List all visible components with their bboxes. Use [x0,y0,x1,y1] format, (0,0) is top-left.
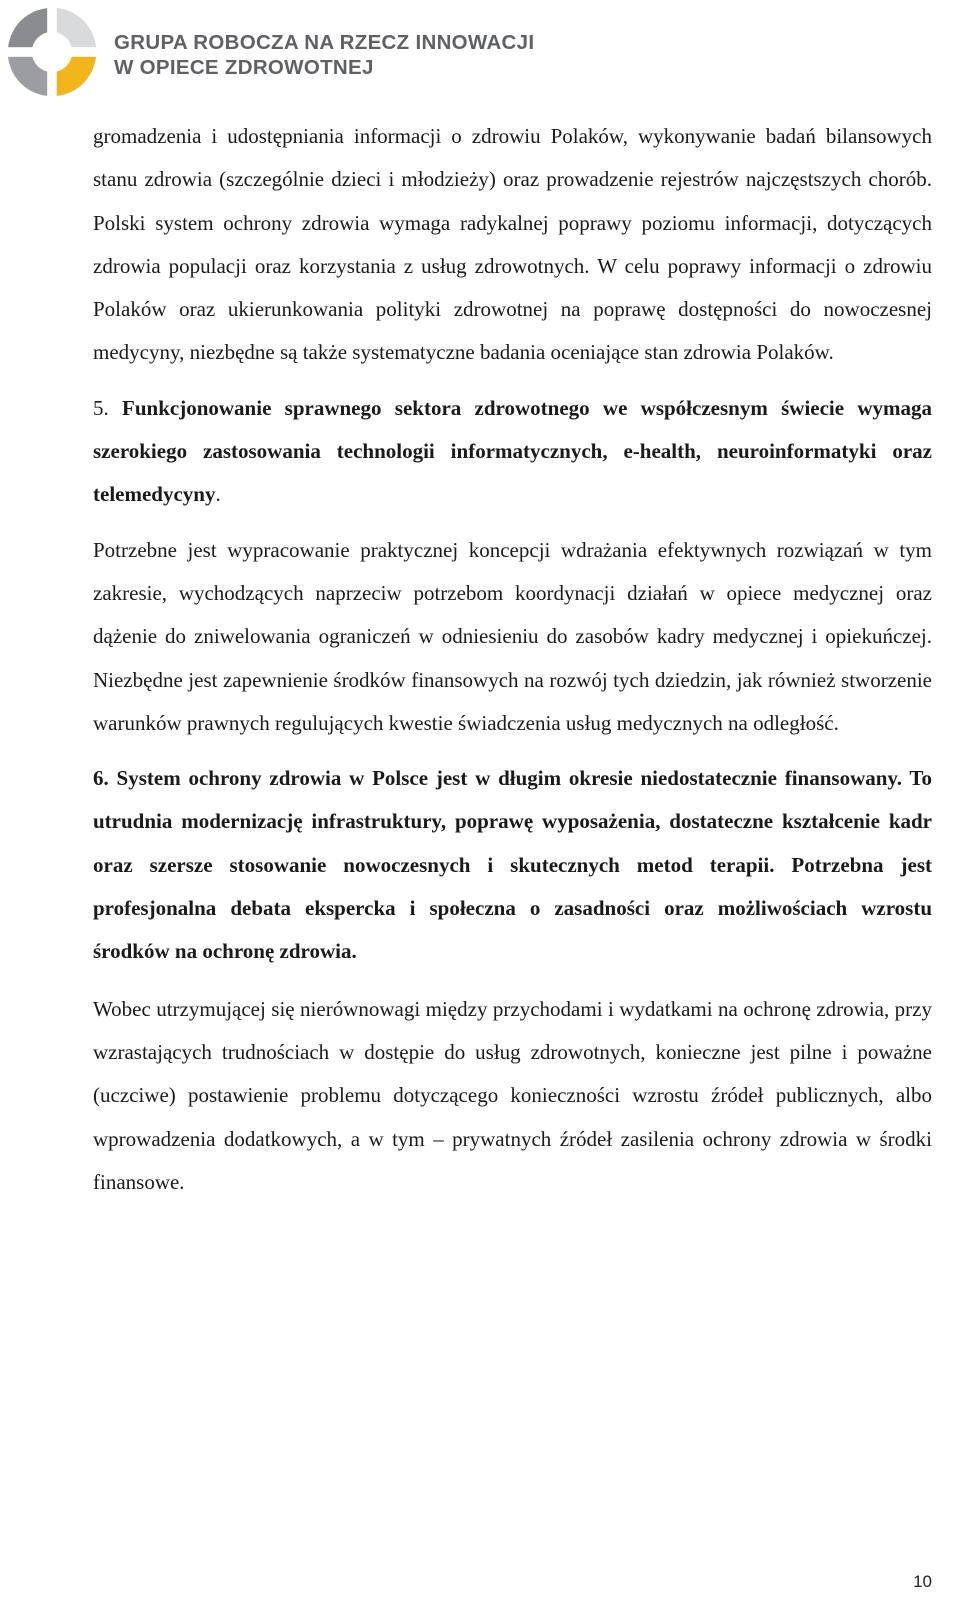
paragraph-5-number: 5. [93,395,123,420]
paragraph-5-bold: Funkcjonowanie sprawnego sektora zdrowotnego we współczesnym świecie wymaga szerokiego zastosowania technologii informatycznych, e-health, neuroinformatyki oraz telemedycyny [93,395,933,507]
paragraph-3: Potrzebne jest wypracowanie praktycznej koncepcji wdrażania efektywnych rozwiązań w tym zakresie, wychodzących naprzeciw potrzebom koordynacji działań w opiece medycznej oraz dążenie do zniwelowania ograniczeń w odniesieniu do zasobów kadry medycznej i opiekuńczej. Niezbędne jest zapewnienie środków finansowych na rozwój tych dziedzin, jak również stworzenie warunków prawnych regulujących kwestie świadczenia usług medycznych na odległość. [93,537,932,735]
logo-line-1: GRUPA ROBOCZA NA RZECZ INNOWACJI [114,31,535,54]
logo-wordmark [114,30,534,80]
document-body [93,115,932,1204]
page-header [4,4,604,100]
paragraph-6: 6. System ochrony zdrowia w Polsce jest w długim okresie niedostatecznie finansowany. To utrudnia modernizację infrastruktury, poprawę wyposażenia, dostateczne kształcenie kadr oraz szersze stosowanie nowoczesnych i skutecznych metod terapii. Potrzebna jest profesjonalna debata ekspercka i społeczna o zasadności oraz możliwościach wzrostu środków na ochronę zdrowia. [93,766,932,964]
paragraph-1: gromadzenia i udostępniania informacji o zdrowiu Polaków, wykonywanie badań bilansowych stanu zdrowia (szczególnie dzieci i młodzieży) oraz prowadzenie rejestrów najczęstszych chorób. Polski system ochrony zdrowia wymaga radykalnej poprawy poziomu informacji, dotyczących zdrowia populacji oraz korzystania z usług zdrowotnych. W celu poprawy informacji o zdrowiu Polaków oraz ukierunkowania polityki zdrowotnej na poprawę dostępności do nowoczesnej medycyny, niezbędne są także systematyczne badania oceniające stan zdrowia Polaków. [93,124,932,365]
logo-line-2: W OPIECE ZDROWOTNEJ [114,56,374,79]
paragraph-5 [93,387,932,517]
page-number: 10 [913,1572,932,1591]
paragraph-5-end: . [215,482,221,507]
paragraph-final: Wobec utrzymującej się nierównowagi między przychodami i wydatkami na ochronę zdrowia, przy wzrastających trudnościach w dostępie do usług zdrowotnych, konieczne jest pilne i poważne (uczciwe) postawienie problemu dotyczącego konieczności wzrostu źródeł publicznych, albo wprowadzenia dodatkowych, a w tym – prywatnych źródeł zasilenia ochrony zdrowia w środki finansowe. [93,996,932,1194]
ring-logo-icon [4,4,100,100]
